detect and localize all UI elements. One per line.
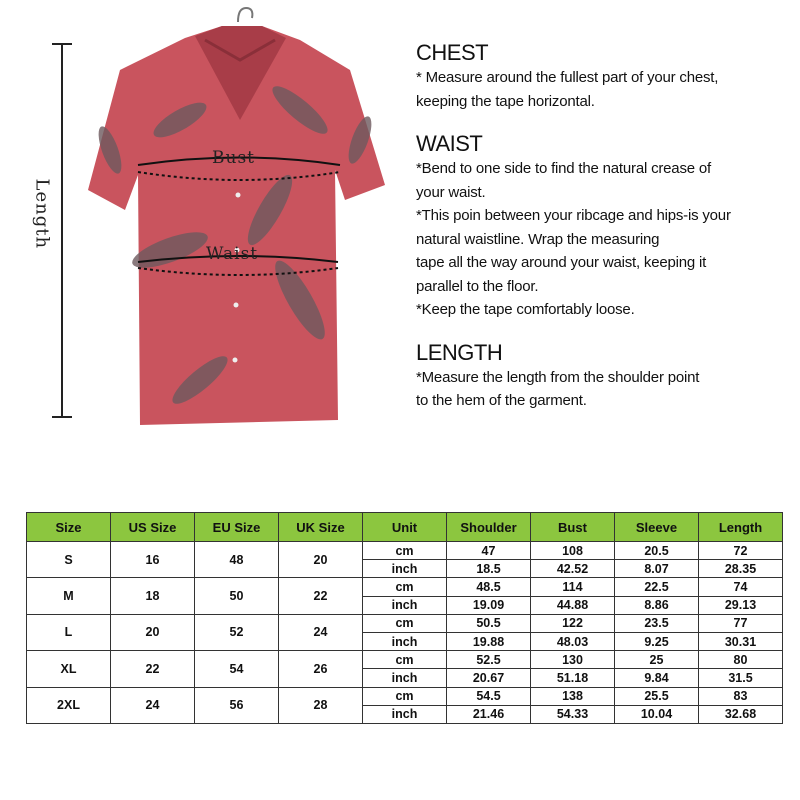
cell-us: 22 <box>111 651 195 687</box>
cell-shoulder: 19.88 <box>447 632 531 650</box>
cell-bust: 48.03 <box>531 632 615 650</box>
cell-sleeve: 8.86 <box>615 596 699 614</box>
cell-shoulder: 54.5 <box>447 687 531 705</box>
cell-shoulder: 50.5 <box>447 614 531 632</box>
shirt-diagram <box>0 0 400 440</box>
column-header: Bust <box>531 513 615 542</box>
instruction-line: *Bend to one side to find the natural crease of <box>416 160 711 177</box>
instruction-line: parallel to the floor. <box>416 277 539 295</box>
cell-eu: 48 <box>195 542 279 578</box>
cell-length: 30.31 <box>699 632 783 650</box>
cell-size: L <box>27 614 111 650</box>
column-header: Length <box>699 513 783 542</box>
cell-unit: cm <box>363 651 447 669</box>
cell-shoulder: 52.5 <box>447 651 531 669</box>
cell-unit: cm <box>363 687 447 705</box>
table-row-cm <box>27 651 783 669</box>
cell-length: 72 <box>699 542 783 560</box>
cell-shoulder: 18.5 <box>447 560 531 578</box>
cell-size: S <box>27 542 111 578</box>
column-header: EU Size <box>195 513 279 542</box>
cell-sleeve: 9.84 <box>615 669 699 687</box>
cell-shoulder: 21.46 <box>447 705 531 723</box>
cell-us: 20 <box>111 614 195 650</box>
section-title-chest: CHEST <box>416 40 489 65</box>
cell-uk: 26 <box>279 651 363 687</box>
cell-length: 29.13 <box>699 596 783 614</box>
column-header: Size <box>27 513 111 542</box>
cell-bust: 51.18 <box>531 669 615 687</box>
cell-shoulder: 47 <box>447 542 531 560</box>
cell-uk: 20 <box>279 542 363 578</box>
table-row-cm <box>27 614 783 632</box>
cell-unit: cm <box>363 542 447 560</box>
cell-bust: 108 <box>531 542 615 560</box>
size-chart-table <box>26 512 783 724</box>
cell-unit: cm <box>363 578 447 596</box>
cell-bust: 42.52 <box>531 560 615 578</box>
cell-unit: inch <box>363 560 447 578</box>
cell-eu: 56 <box>195 687 279 723</box>
column-header: Shoulder <box>447 513 531 542</box>
cell-size: 2XL <box>27 687 111 723</box>
length-label: Length <box>31 178 53 250</box>
column-header: Sleeve <box>615 513 699 542</box>
section-gap <box>416 322 796 340</box>
cell-size: M <box>27 578 111 614</box>
table-row-cm <box>27 687 783 705</box>
hanger-icon <box>238 8 252 22</box>
instruction-line: your waist. <box>416 183 486 201</box>
cell-length: 32.68 <box>699 705 783 723</box>
cell-unit: inch <box>363 705 447 723</box>
cell-us: 24 <box>111 687 195 723</box>
cell-bust: 44.88 <box>531 596 615 614</box>
instruction-line: * Measure around the fullest part of your chest, <box>416 69 719 86</box>
cell-bust: 138 <box>531 687 615 705</box>
section-gap <box>416 113 796 131</box>
bust-label: Bust <box>212 148 255 168</box>
cell-sleeve: 23.5 <box>615 614 699 632</box>
cell-unit: inch <box>363 669 447 687</box>
cell-length: 83 <box>699 687 783 705</box>
measurement-instructions <box>416 40 796 413</box>
cell-sleeve: 25 <box>615 651 699 669</box>
section-title-length: LENGTH <box>416 339 503 365</box>
cell-eu: 54 <box>195 651 279 687</box>
cell-size: XL <box>27 651 111 687</box>
cell-length: 80 <box>699 651 783 669</box>
column-header: Unit <box>363 513 447 542</box>
length-arrow <box>52 44 72 417</box>
cell-sleeve: 20.5 <box>615 542 699 560</box>
cell-sleeve: 22.5 <box>615 578 699 596</box>
cell-length: 28.35 <box>699 560 783 578</box>
cell-shoulder: 48.5 <box>447 578 531 596</box>
instruction-line: keeping the tape horizontal. <box>416 92 595 110</box>
instruction-line: to the hem of the garment. <box>416 392 587 409</box>
cell-shoulder: 19.09 <box>447 596 531 614</box>
instruction-line: *Measure the length from the shoulder point <box>416 368 700 386</box>
cell-sleeve: 25.5 <box>615 687 699 705</box>
cell-uk: 28 <box>279 687 363 723</box>
cell-bust: 114 <box>531 578 615 596</box>
instruction-line: tape all the way around your waist, keeping it <box>416 254 707 271</box>
column-header: US Size <box>111 513 195 542</box>
cell-unit: cm <box>363 614 447 632</box>
cell-unit: inch <box>363 596 447 614</box>
cell-uk: 24 <box>279 614 363 650</box>
cell-bust: 122 <box>531 614 615 632</box>
cell-uk: 22 <box>279 578 363 614</box>
section-title-waist: WAIST <box>416 131 483 156</box>
table-row-cm <box>27 578 783 596</box>
column-header: UK Size <box>279 513 363 542</box>
cell-us: 16 <box>111 542 195 578</box>
table-header-row <box>27 513 783 542</box>
cell-eu: 50 <box>195 578 279 614</box>
cell-bust: 54.33 <box>531 705 615 723</box>
instruction-line: *Keep the tape comfortably loose. <box>416 301 635 318</box>
cell-shoulder: 20.67 <box>447 669 531 687</box>
cell-unit: inch <box>363 632 447 650</box>
instruction-line: *This poin between your ribcage and hips-is your <box>416 207 731 224</box>
instruction-line: natural waistline. Wrap the measuring <box>416 230 660 248</box>
shirt-image <box>88 26 385 425</box>
cell-sleeve: 8.07 <box>615 560 699 578</box>
cell-eu: 52 <box>195 614 279 650</box>
cell-bust: 130 <box>531 651 615 669</box>
cell-length: 77 <box>699 614 783 632</box>
cell-length: 74 <box>699 578 783 596</box>
waist-label: Waist <box>206 244 259 264</box>
cell-length: 31.5 <box>699 669 783 687</box>
cell-us: 18 <box>111 578 195 614</box>
cell-sleeve: 9.25 <box>615 632 699 650</box>
table-row-cm <box>27 542 783 560</box>
cell-sleeve: 10.04 <box>615 705 699 723</box>
